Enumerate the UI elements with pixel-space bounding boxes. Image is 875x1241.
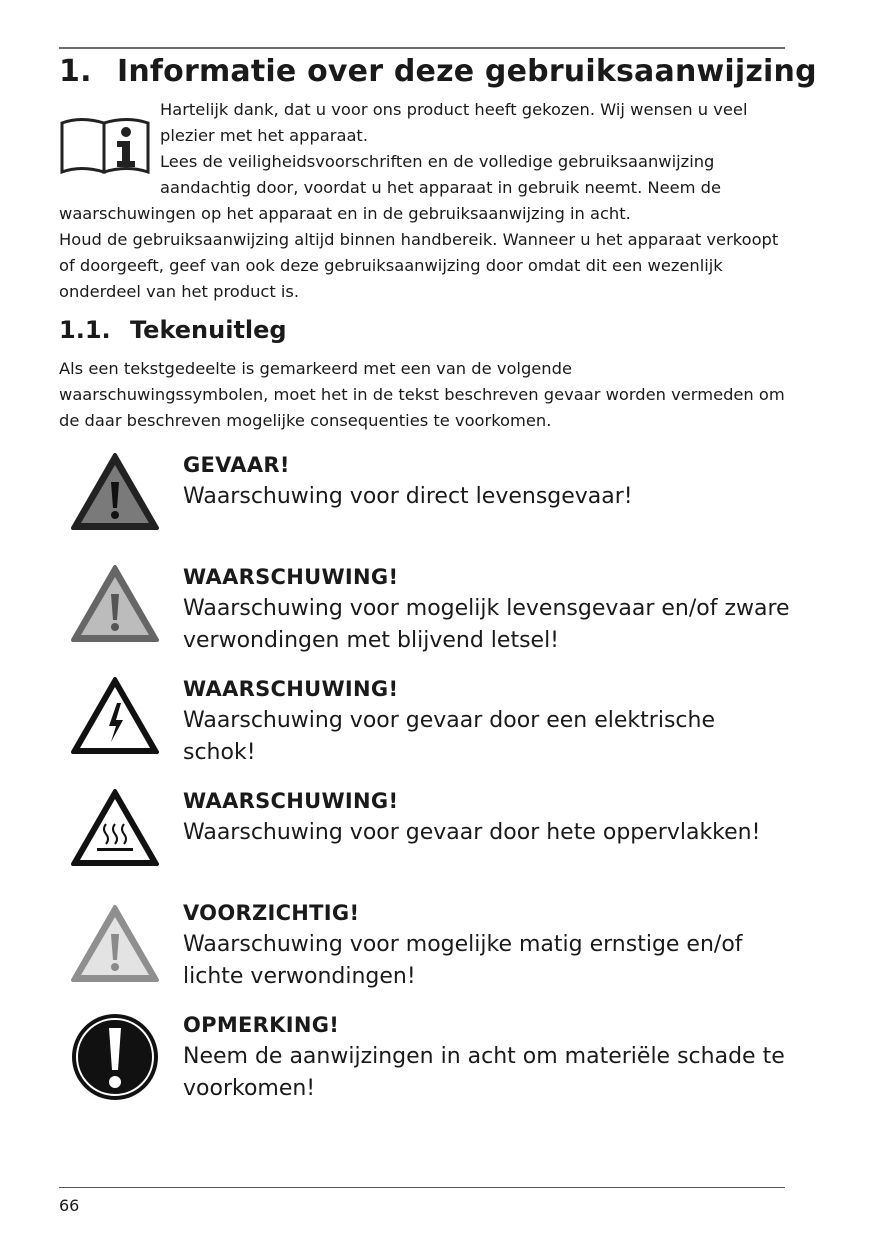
entry-title: WAARSCHUWING!: [183, 677, 399, 701]
legend-entry-notice: [183, 1009, 793, 1105]
legend-intro: [59, 356, 785, 434]
entry-title: VOORZICHTIG!: [183, 901, 360, 925]
legend-intro-text: Als een tekstgedeelte is gemarkeerd met een van de volgende waarschuwingssymbolen, moet het in de tekst beschreven gevaar worden vermeden om de daar beschreven mogelijke consequenties te voorkomen.: [59, 359, 785, 430]
legend-entry-electric: [183, 673, 793, 769]
subsection-number: 1.1.: [59, 316, 111, 344]
warning-triangle-icon: [70, 564, 160, 644]
page-number: 66: [59, 1196, 80, 1215]
electric-shock-icon: [70, 676, 160, 756]
intro-text: [160, 97, 785, 201]
entry-title: GEVAAR!: [183, 453, 290, 477]
section-number: 1.: [59, 54, 92, 89]
hot-surface-icon: [70, 788, 160, 868]
entry-description: Waarschuwing voor gevaar door een elektrische schok!: [183, 708, 715, 765]
intro-continued: [59, 201, 785, 305]
intro-paragraph-2: Lees de veiligheidsvoorschriften en de volledige gebruiksaanwijzing aandachtig door, voordat u het apparaat in gebruik neemt. Neem de: [160, 152, 722, 197]
legend-entry-danger: [183, 449, 793, 513]
intro-paragraph-3: Houd de gebruiksaanwijzing altijd binnen handbereik. Wanneer u het apparaat verkoopt of doorgeeft, geef van ook deze gebruiksaanwijzing door omdat dit een wezenlijk onderdeel van het product is.: [59, 230, 779, 301]
page-title: [59, 54, 817, 89]
entry-description: Waarschuwing voor mogelijke matig ernstige en/of lichte verwondingen!: [183, 932, 743, 989]
notice-circle-icon: [70, 1012, 160, 1102]
subsection-heading: [59, 316, 287, 344]
entry-description: Waarschuwing voor direct levensgevaar!: [183, 484, 633, 509]
bottom-rule: [59, 1187, 785, 1188]
top-rule: [59, 47, 785, 49]
entry-title: OPMERKING!: [183, 1013, 340, 1037]
entry-description: Neem de aanwijzingen in acht om materiële schade te voorkomen!: [183, 1044, 785, 1101]
legend-entry-warning: [183, 561, 793, 657]
danger-triangle-icon: [70, 452, 160, 532]
manual-info-icon: [59, 115, 151, 175]
intro-paragraph-1: Hartelijk dank, dat u voor ons product heeft gekozen. Wij wensen u veel plezier met het apparaat.: [160, 100, 748, 145]
legend-entry-hot-surface: [183, 785, 793, 849]
entry-title: WAARSCHUWING!: [183, 565, 399, 589]
entry-description: Waarschuwing voor gevaar door hete oppervlakken!: [183, 820, 761, 845]
section-title: Informatie over deze gebruiksaanwijzing: [117, 54, 817, 89]
legend-entry-caution: [183, 897, 793, 993]
subsection-title: Tekenuitleg: [130, 316, 287, 344]
intro-paragraph-2-end: waarschuwingen op het apparaat en in de gebruiksaanwijzing in acht.: [59, 204, 631, 223]
caution-triangle-icon: [70, 904, 160, 984]
entry-title: WAARSCHUWING!: [183, 789, 399, 813]
entry-description: Waarschuwing voor mogelijk levensgevaar en/of zware verwondingen met blijvend letsel!: [183, 596, 790, 653]
